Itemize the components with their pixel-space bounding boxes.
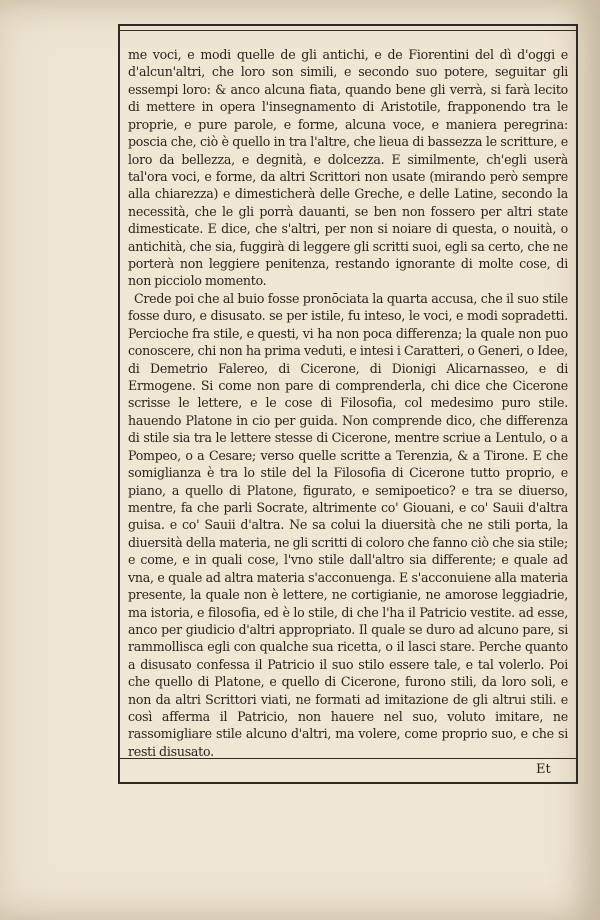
top-rule-inner — [118, 30, 576, 31]
body-text — [128, 46, 568, 760]
bottom-rule — [118, 782, 576, 784]
top-rule — [118, 24, 576, 26]
catchword: Et — [536, 762, 551, 777]
paragraph-1: me voci, e modi quelle de gli antichi, e de Fiorentini del dì d'oggi e d'alcun'altri, che loro son simili, e secondo suo potere, seguitar gli essempi loro: & anco alcuna fiata, quando bene gli verrà, si farà lecito di mettere in opera l'insegnamento di Aristotile, frapponendo tra le proprie, e pure parole, e forme, alcuna voce, e maniera peregrina: poscia che, ciò è quello in tra l'altre, che lieua di bassezza le scritture, e loro da bellezza, e degnità, e dolcezza. E similmente, ch'egli userà tal'ora voci, e forme, da altri Scrittori non usate (mirando però sempre alla chiarezza) e dimesticherà delle Greche, e delle Latine, secondo la necessità, che le gli porrà dauanti, se ben non fossero per altri state dimesticate. E dice, che s'altri, per non si noiare di questa, o nouità, o antichità, che sia, fuggirà di leggere gli scritti suoi, egli sa certo, che ne porterà non leggiere penitenza, restando ignorante di molte cose, di non picciolo momento. — [128, 47, 568, 289]
paragraph-2: Crede poi che al buio fosse pronōciata la quarta accusa, che il suo stile fosse duro, e disusato. se per istile, fu inteso, le voci, e modi sopradetti. Percioche fra stile, e questi, vi ha non poca differenza; la quale non puo conoscere, chi non ha prima veduti, e intesi i Caratteri, o Generi, o Idee, di Demetrio Falereo, di Cicerone, di Dionigi Alicarnasseo, e di Ermogene. Si come non pare di comprenderla, chi dice che Cicerone scrisse le lettere, e le cose di Filosofia, col medesimo puro stile. hauendo Platone in cio per guida. Non comprende dico, che differenza di stile sia tra le lettere stesse di Cicerone, mentre scriue a Lentulo, o a Pompeo, o a Cesare; verso quelle scritte a Terenzia, & a Tirone. E che somiglianza è tra lo stile del la Filosofia di Cicerone tutto proprio, e piano, a quello di Platone, figurato, e semipoetico? e tra se diuerso, mentre, fa che parli Socrate, altrimente co' Giouani, e co' Sauii d'altra guisa. e co' Sauii d'altra. Ne sa colui la diuersità che ne stili porta, la diuersità della materia, ne gli scritti di coloro che fanno ciò che sia stile; e come, e in quali cose, l'vno stile dall'altro sia differente; e quale ad vna, e quale ad altra materia s'acconuenga. E s'acconuiene alla materia presente, la quale non è lettere, ne cortigianie, ne amorose leggiadrie, ma istoria, e filosofia, ed è lo stile, di che l'ha il Patricio vestite. ad esse, anco per giudicio d'altri appropriato. Il quale se duro ad alcuno pare, si rammollisca egli con qualche sua ricetta, o il lasci stare. Perche quanto a disusato confessa il Patricio il suo stilo essere tale, e tal volerlo. Poi che quello di Platone, e quello di Cicerone, furono stili, da loro soli, e non da altri Scrittori viati, ne formati ad imitazione de gli altrui stili. e così afferma il Patricio, non hauere nel suo, voluto imitare, ne rassomigliare stile alcuno d'altri, ma volere, come proprio suo, e che si resti disusato. — [128, 290, 568, 759]
